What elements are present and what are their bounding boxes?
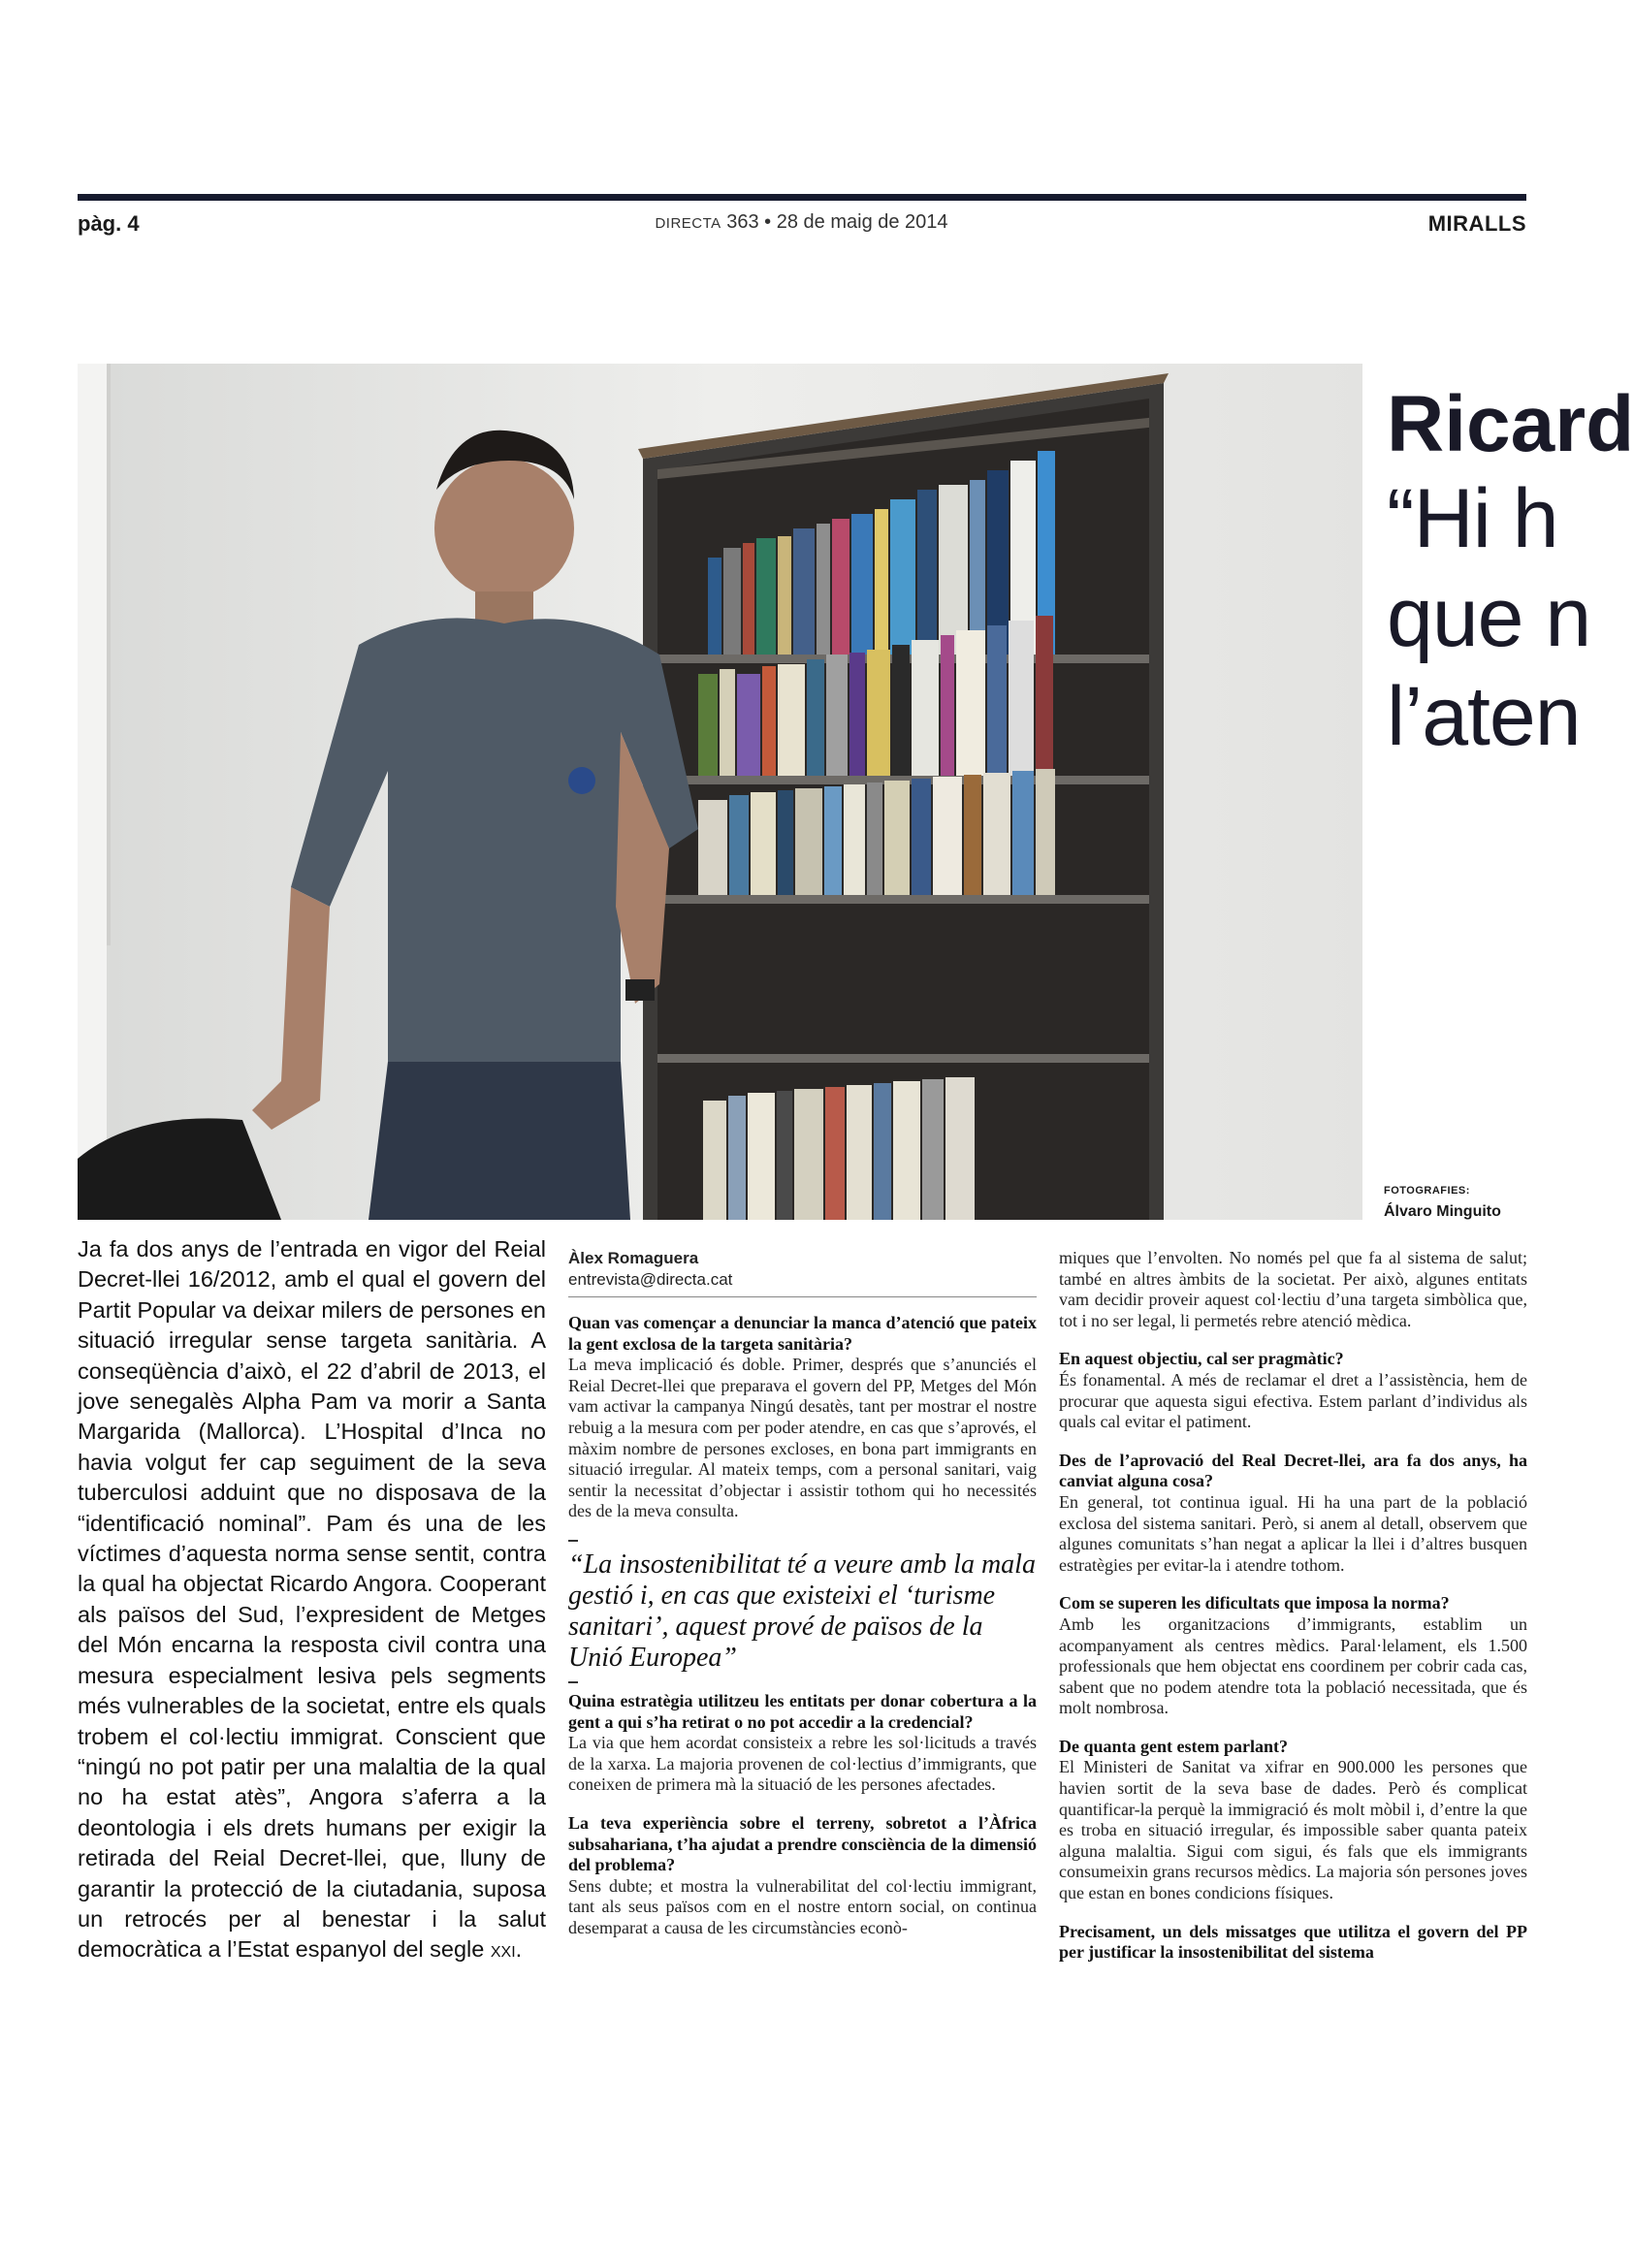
- question-8: Precisament, un dels missatges que utilitza el govern del PP per justificar la insostenibilitat del sistema: [1059, 1921, 1527, 1963]
- author-name: Àlex Romaguera: [568, 1249, 699, 1267]
- intro-text: Ja fa dos anys de l’entrada en vigor del Reial Decret-llei 16/2012, amb el qual el govern del Partit Popular va deixar milers de persones en situació irregular sense targeta sanitària. A conseqüència d’això, el 22 d’abril de 2013, el jove senegalès Alpha Pam va morir a Santa Margarida (Mallorca). L’Hospital d’Inca no havia volgut fer cap seguiment de la seva tuberculosi adduint que no disposava de la “identificació nominal”. Pam és una de les víctimes d’aquesta norma sense sentit, contra la qual ha objectat Ricardo Angora. Cooperant als països del Sud, l’expresident de Metges del Món encarna la resposta civil contra una mesura especialment lesiva pels segments més vulnerables de la societat, entre els quals trobem el col·lectiu immigrat. Conscient que “ningú no pot patir per una malaltia de la qual no ha estat atès”, Angora s’aferra a la deontologia i els drets humans per exigir la retirada del Reial Decret-llei, que, lluny de garantir la protecció de la ciutadania, suposa un retrocés per al benestar i la salut democràtica a l’Estat espanyol del segle: [78, 1236, 546, 1963]
- title-line-1: “Hi h: [1387, 472, 1558, 565]
- question-5: Des de l’aprovació del Real Decret-llei, ara fa dos anys, ha canviat alguna cosa?: [1059, 1450, 1527, 1491]
- question-4: En aquest objectiu, cal ser pragmàtic?: [1059, 1349, 1344, 1369]
- issue-date: 363 • 28 de maig de 2014: [726, 211, 948, 233]
- question-2: Quina estratègia utilitzeu les entitats per donar cobertura a la gent a qui s’ha retirat o no pot accedir a la credencial?: [568, 1690, 1037, 1732]
- author-email: entrevista@directa.cat: [568, 1269, 1037, 1297]
- intro-century: XXI: [490, 1944, 516, 1962]
- interview-column-3: [1059, 1248, 1527, 1964]
- photo-credit-name: Álvaro Minguito: [1384, 1203, 1501, 1220]
- question-3: La teva experiència sobre el terreny, sobretot a l’Àfrica subsahariana, t’ha ajudat a prendre consciència de la dimensió del problema?: [568, 1812, 1037, 1875]
- header-rule: [78, 194, 1526, 201]
- intro-end: .: [515, 1936, 523, 1963]
- title-line-2: que n: [1387, 571, 1591, 664]
- quote-rule-top: [568, 1540, 578, 1542]
- issue-line: [0, 211, 1603, 234]
- publication-name: DIRECTA: [655, 215, 721, 232]
- intro-paragraph: [78, 1234, 546, 1968]
- interview-photo: [78, 364, 1362, 1220]
- answer-3-continued: miques que l’envolten. No només pel que fa al sistema de salut; també en altres àmbits de la societat. Per això, algunes entitats vam decidir proveir aquest col·lectiu d’una targeta simbòlica que, tot i no ser legal, li permetés rebre atenció mèdica.: [1059, 1248, 1527, 1330]
- title-name: Ricard: [1387, 380, 1634, 468]
- answer-1: La meva implicació és doble. Primer, després que s’anunciés el Reial Decret-llei que preparava el govern del PP, Metges del Món vam activar la campanya Ningú desatès, tant per mostrar el nostre rebuig a la mesura com per poder atendre, en cas que s’aprovés, el màxim nombre de persones excloses, en bona part immigrants en situació irregular. Al mateix temps, com a personal sanitari, vaig sentir la necessitat d’objectar i assistir tothom qui ho necessités des de la meva consulta.: [568, 1355, 1037, 1521]
- answer-4: És fonamental. A més de reclamar el dret a l’assistència, hem de procurar que aquesta sigui efectiva. Estem parlant d’individus als quals cal evitar el patiment.: [1059, 1369, 1527, 1432]
- photo-credit-label: FOTOGRAFIES:: [1384, 1185, 1470, 1197]
- answer-3: Sens dubte; et mostra la vulnerabilitat del col·lectiu immigrant, tant als seus països com en el nostre entorn social, on continua desemparat a causa de les circumstàncies econò-: [568, 1875, 1037, 1937]
- section-name: MIRALLS: [1427, 211, 1526, 236]
- answer-7: El Ministeri de Sanitat va xifrar en 900.000 les persones que havien sortit de la seva base de dades. Però és complicat quantificar-la perquè la immigració és molt mòbil i, d’entre la que es troba en situació irregular, és impossible saber quanta pateix alguna malaltia. Sigui com sigui, és fals que els immigrants consumeixin grans recursos mèdics. La majoria són persones joves que estan en bones condicions físiques.: [1059, 1757, 1527, 1903]
- answer-5: En general, tot continua igual. Hi ha una part de la població exclosa del sistema sanitari. Però, si anem al detall, observem que algunes comunitats s’han negat a aplicar la llei i d’altres busquen estratègies per evitar-la i atendre tothom.: [1059, 1491, 1527, 1575]
- answer-2: La via que hem acordat consisteix a rebre les sol·licituds a través de la xarxa. La majoria provenen de col·lectius d’immigrants, que coneixen de primera mà la situació de les persones afectades.: [568, 1733, 1037, 1795]
- quote-rule-bottom: [568, 1681, 578, 1683]
- page-number: pàg. 4: [78, 211, 140, 236]
- interview-column-2: [568, 1248, 1037, 1938]
- article-title: [1387, 380, 1634, 766]
- question-6: Com se superen les dificultats que imposa la norma?: [1059, 1593, 1450, 1613]
- pull-quote: “La insostenibilitat té a veure amb la mala gestió i, en cas que existeixi el ‘turisme sanitari’, aquest prové de països de la Unió Europea”: [568, 1549, 1036, 1673]
- answer-6: Amb les organitzacions d’immigrants, establim un acompanyament als centres mèdics. Paral·lelament, els 1.500 professionals que hem objectat ens coordinem per cobrir cada cas, sabent que no podem atendre tota la població necessitada, que és molt nombrosa.: [1059, 1613, 1527, 1718]
- title-line-3: l’aten: [1387, 670, 1581, 763]
- question-7: De quanta gent estem parlant?: [1059, 1736, 1288, 1756]
- photo-illustration: [78, 364, 1362, 1220]
- question-1: Quan vas començar a denunciar la manca d’atenció que pateix la gent exclosa de la targeta sanitària?: [568, 1313, 1037, 1354]
